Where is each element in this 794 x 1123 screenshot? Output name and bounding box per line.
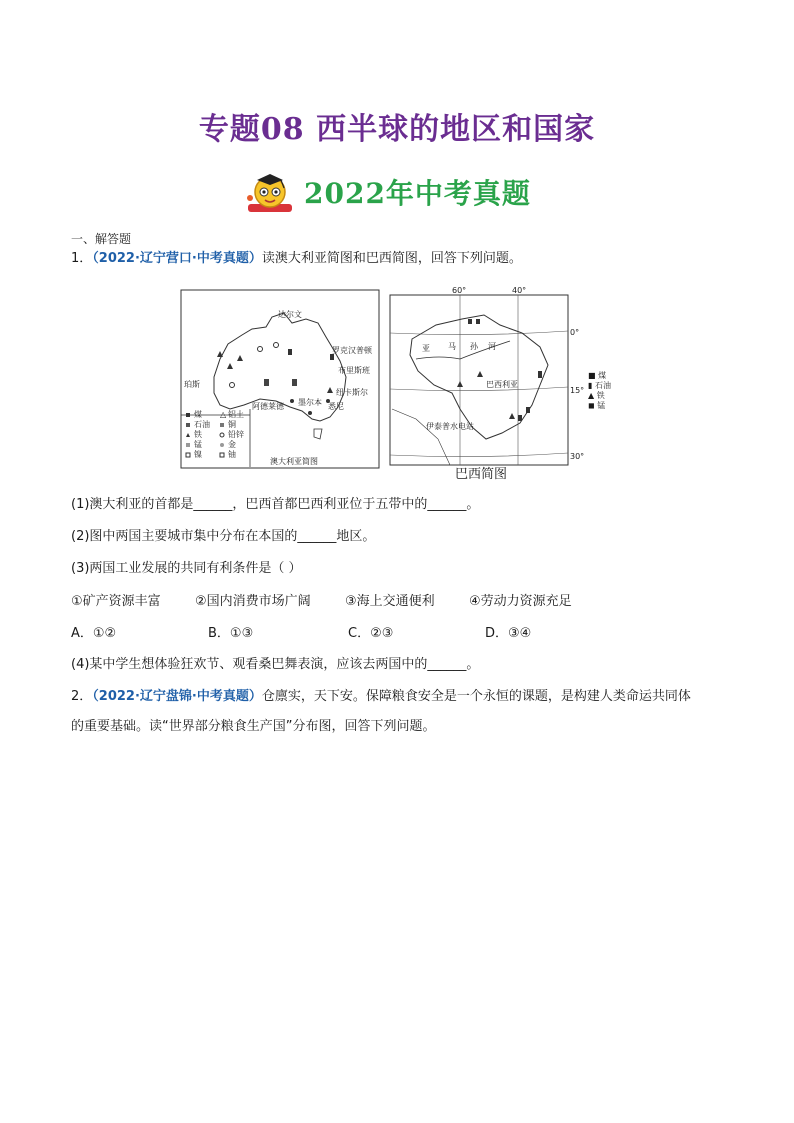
answer-option: A．①② <box>71 626 117 641</box>
city-label: 悉尼 <box>328 402 344 411</box>
svg-text:煤: 煤 <box>194 410 202 419</box>
region-label: 孙 <box>470 342 478 351</box>
page-title: 专题08 西半球的地区和国家 <box>198 112 596 147</box>
map-title: 澳大利亚简图 <box>270 457 318 466</box>
question-text: 仓廪实，天下安。保障粮食安全是一个永恒的课题，是构建人类命运共同体 <box>261 689 691 704</box>
city-label: 纽卡斯尔 <box>336 388 368 397</box>
question-source: （2022·辽宁盘锦·中考真题） <box>92 689 262 704</box>
city-label: 墨尔本 <box>298 398 322 407</box>
brazil-legend-list: ■ 煤 ▮ 石油 ▲ 铁 ◼ 锰 <box>588 371 611 410</box>
answer-option: B．①③ <box>208 626 254 641</box>
svg-text:镍: 镍 <box>194 450 202 459</box>
answer-options <box>71 622 531 641</box>
exam-banner <box>244 170 531 214</box>
condition-item: ①矿产资源丰富 <box>71 594 161 609</box>
question-1-stem <box>71 248 731 270</box>
latitude-label: 15° <box>570 386 585 395</box>
region-label: 马 <box>448 342 456 351</box>
mascot-icon <box>244 170 296 214</box>
map-figure <box>180 286 585 479</box>
city-label: 布里斯班 <box>338 366 370 375</box>
question-2-stem <box>71 686 731 708</box>
svg-text:△: △ <box>220 410 227 419</box>
latitude-label: 30° <box>570 452 585 461</box>
condition-item: ③海上交通便利 <box>345 594 435 609</box>
condition-list <box>71 590 572 609</box>
city-label: 罗克汉普顿 <box>332 346 372 355</box>
answer-option: C．②③ <box>348 626 394 641</box>
sub-question-4: (4)某中学生想体验狂欢节、观看桑巴舞表演，应该去两国中的______。 <box>71 657 480 672</box>
condition-item: ②国内消费市场广阔 <box>195 594 311 609</box>
question-number: 2． <box>71 689 93 704</box>
condition-item: ④劳动力资源充足 <box>469 594 572 609</box>
sub-question-1: (1)澳大利亚的首都是______，巴西首都巴西利亚位于五带中的______。 <box>71 497 480 512</box>
city-label: 达尔文 <box>278 310 302 319</box>
map-caption: 巴西简图 <box>455 467 508 482</box>
place-label: 伊泰普水电站 <box>426 422 474 431</box>
answer-option: D．③④ <box>485 626 532 641</box>
svg-text:铅锌: 铅锌 <box>228 430 244 439</box>
svg-text:石油: 石油 <box>194 420 210 429</box>
question-2-stem-cont: 的重要基础。读“世界部分粮食生产国”分布图，回答下列问题。 <box>71 719 436 734</box>
svg-text:铝土: 铝土 <box>228 410 244 419</box>
svg-text:铀: 铀 <box>228 450 236 459</box>
svg-text:铜: 铜 <box>228 420 236 429</box>
longitude-label: 60° <box>452 286 467 295</box>
sub-question-2: (2)图中两国主要城市集中分布在本国的______地区。 <box>71 529 376 544</box>
region-label: 亚 <box>422 344 430 353</box>
question-text: 读澳大利亚简图和巴西简图，回答下列问题。 <box>261 251 522 266</box>
region-label: 河 <box>488 342 496 351</box>
question-source: （2022·辽宁营口·中考真题） <box>92 251 262 266</box>
svg-text:金: 金 <box>228 440 236 449</box>
svg-text:铁: 铁 <box>194 430 202 439</box>
banner-text: 2022年中考真题 <box>304 177 531 210</box>
question-number: 1． <box>71 251 93 266</box>
sub-question-3: (3)两国工业发展的共同有利条件是（ ） <box>71 561 302 576</box>
latitude-label: 0° <box>570 328 580 337</box>
section-heading: 一、解答题 <box>71 232 132 246</box>
longitude-label: 40° <box>512 286 527 295</box>
city-label: 阿德莱德 <box>252 402 284 411</box>
city-label: 巴西利亚 <box>486 380 518 389</box>
svg-text:锰: 锰 <box>194 440 202 449</box>
city-label: 珀斯 <box>184 380 200 389</box>
